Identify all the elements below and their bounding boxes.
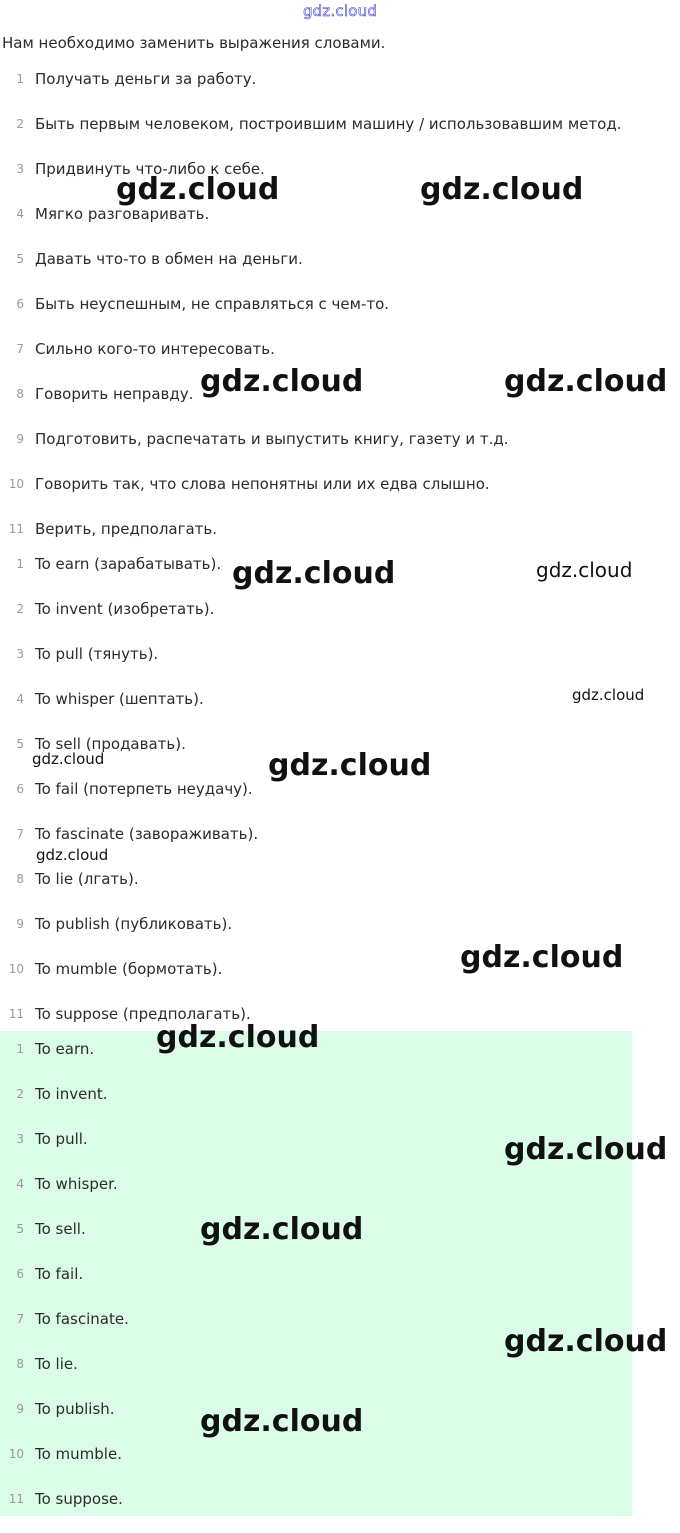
list-item — [0, 248, 680, 293]
item-number: 3 — [16, 162, 24, 176]
watermark: gdz.cloud — [116, 172, 280, 207]
item-number: 11 — [8, 1007, 24, 1021]
list-item — [0, 643, 680, 688]
item-text: To fail (потерпеть неудачу). — [35, 780, 253, 798]
item-text: To invent. — [35, 1085, 108, 1103]
item-number: 7 — [16, 827, 24, 841]
item-number: 1 — [16, 1042, 24, 1056]
item-text: Получать деньги за работу. — [35, 70, 257, 88]
item-text: To fail. — [35, 1265, 84, 1283]
item-text: Верить, предполагать. — [35, 520, 218, 538]
item-text: Быть неуспешным, не справляться с чем-то. — [35, 295, 390, 313]
list-item — [0, 868, 680, 913]
watermark: gdz.cloud — [200, 1404, 364, 1439]
item-number: 2 — [16, 602, 24, 616]
item-text: To publish (публиковать). — [35, 915, 233, 933]
task-intro: Нам необходимо заменить выражения словами. — [2, 34, 386, 52]
item-number: 8 — [16, 872, 24, 886]
list-item — [0, 203, 680, 248]
item-number: 10 — [8, 1447, 24, 1461]
list-item — [0, 293, 680, 338]
watermark: gdz.cloud — [572, 686, 645, 704]
list-item — [0, 1353, 680, 1398]
item-text: Говорить так, что слова непонятны или их едва слышно. — [35, 475, 490, 493]
list-item — [0, 1488, 680, 1533]
watermark: gdz.cloud — [232, 556, 396, 591]
list-item — [0, 473, 680, 518]
item-number: 5 — [16, 252, 24, 266]
item-number: 3 — [16, 647, 24, 661]
watermark: gdz.cloud — [460, 940, 624, 975]
item-text: To invent (изобретать). — [35, 600, 215, 618]
watermark: gdz.cloud — [200, 364, 364, 399]
watermark: gdz.cloud — [156, 1020, 320, 1055]
item-number: 10 — [8, 477, 24, 491]
item-number: 8 — [16, 387, 24, 401]
item-text: To earn. — [35, 1040, 95, 1058]
item-number: 11 — [8, 522, 24, 536]
item-number: 8 — [16, 1357, 24, 1371]
item-number: 9 — [16, 917, 24, 931]
item-text: To suppose. — [35, 1490, 123, 1508]
item-number: 2 — [16, 117, 24, 131]
item-text: Мягко разговаривать. — [35, 205, 210, 223]
list-item — [0, 1443, 680, 1488]
list-item — [0, 428, 680, 473]
item-number: 9 — [16, 432, 24, 446]
watermark: gdz.cloud — [504, 364, 668, 399]
item-text: Говорить неправду. — [35, 385, 194, 403]
item-number: 4 — [16, 207, 24, 221]
item-number: 6 — [16, 297, 24, 311]
item-number: 3 — [16, 1132, 24, 1146]
item-text: To earn (зарабатывать). — [35, 555, 222, 573]
item-number: 5 — [16, 1222, 24, 1236]
list-item — [0, 113, 680, 158]
item-text: Давать что-то в обмен на деньги. — [35, 250, 303, 268]
item-text: To whisper (шептать). — [35, 690, 204, 708]
list-item — [0, 1038, 680, 1083]
watermark: gdz.cloud — [504, 1132, 668, 1167]
item-text: Придвинуть что-либо к себе. — [35, 160, 265, 178]
item-number: 11 — [8, 1492, 24, 1506]
item-text: To pull. — [35, 1130, 88, 1148]
item-text: To lie (лгать). — [35, 870, 139, 888]
item-text: To sell. — [35, 1220, 86, 1238]
list-item — [0, 1083, 680, 1128]
item-number: 5 — [16, 737, 24, 751]
item-number: 2 — [16, 1087, 24, 1101]
item-text: Подготовить, распечатать и выпустить книгу, газету и т.д. — [35, 430, 509, 448]
item-text: To whisper. — [35, 1175, 118, 1193]
item-number: 1 — [16, 72, 24, 86]
watermark: gdz.cloud — [536, 558, 633, 582]
list-item — [0, 1263, 680, 1308]
item-text: To mumble (бормотать). — [35, 960, 223, 978]
item-number: 7 — [16, 1312, 24, 1326]
list-item — [0, 598, 680, 643]
watermark: gdz.cloud — [36, 846, 109, 864]
item-text: To mumble. — [35, 1445, 122, 1463]
item-number: 4 — [16, 1177, 24, 1191]
site-logo: gdz.cloud — [302, 2, 378, 20]
item-text: To lie. — [35, 1355, 78, 1373]
list-item — [0, 778, 680, 823]
item-text: To publish. — [35, 1400, 115, 1418]
item-text: To suppose (предполагать). — [35, 1005, 251, 1023]
watermark: gdz.cloud — [32, 750, 105, 768]
watermark: gdz.cloud — [200, 1212, 364, 1247]
item-number: 10 — [8, 962, 24, 976]
item-number: 6 — [16, 1267, 24, 1281]
item-text: Сильно кого-то интересовать. — [35, 340, 275, 358]
list-item — [0, 68, 680, 113]
answers-list — [0, 1038, 680, 1533]
watermark: gdz.cloud — [420, 172, 584, 207]
item-text: To fascinate. — [35, 1310, 129, 1328]
item-text: To sell (продавать). — [35, 735, 186, 753]
item-text: To pull (тянуть). — [35, 645, 159, 663]
watermark: gdz.cloud — [268, 748, 432, 783]
item-number: 4 — [16, 692, 24, 706]
item-text: To fascinate (завораживать). — [35, 825, 259, 843]
item-number: 1 — [16, 557, 24, 571]
item-text: Быть первым человеком, построившим машину / использовавшим метод. — [35, 115, 622, 133]
watermark: gdz.cloud — [504, 1324, 668, 1359]
item-number: 7 — [16, 342, 24, 356]
definitions-list — [0, 68, 680, 563]
item-number: 6 — [16, 782, 24, 796]
item-number: 9 — [16, 1402, 24, 1416]
